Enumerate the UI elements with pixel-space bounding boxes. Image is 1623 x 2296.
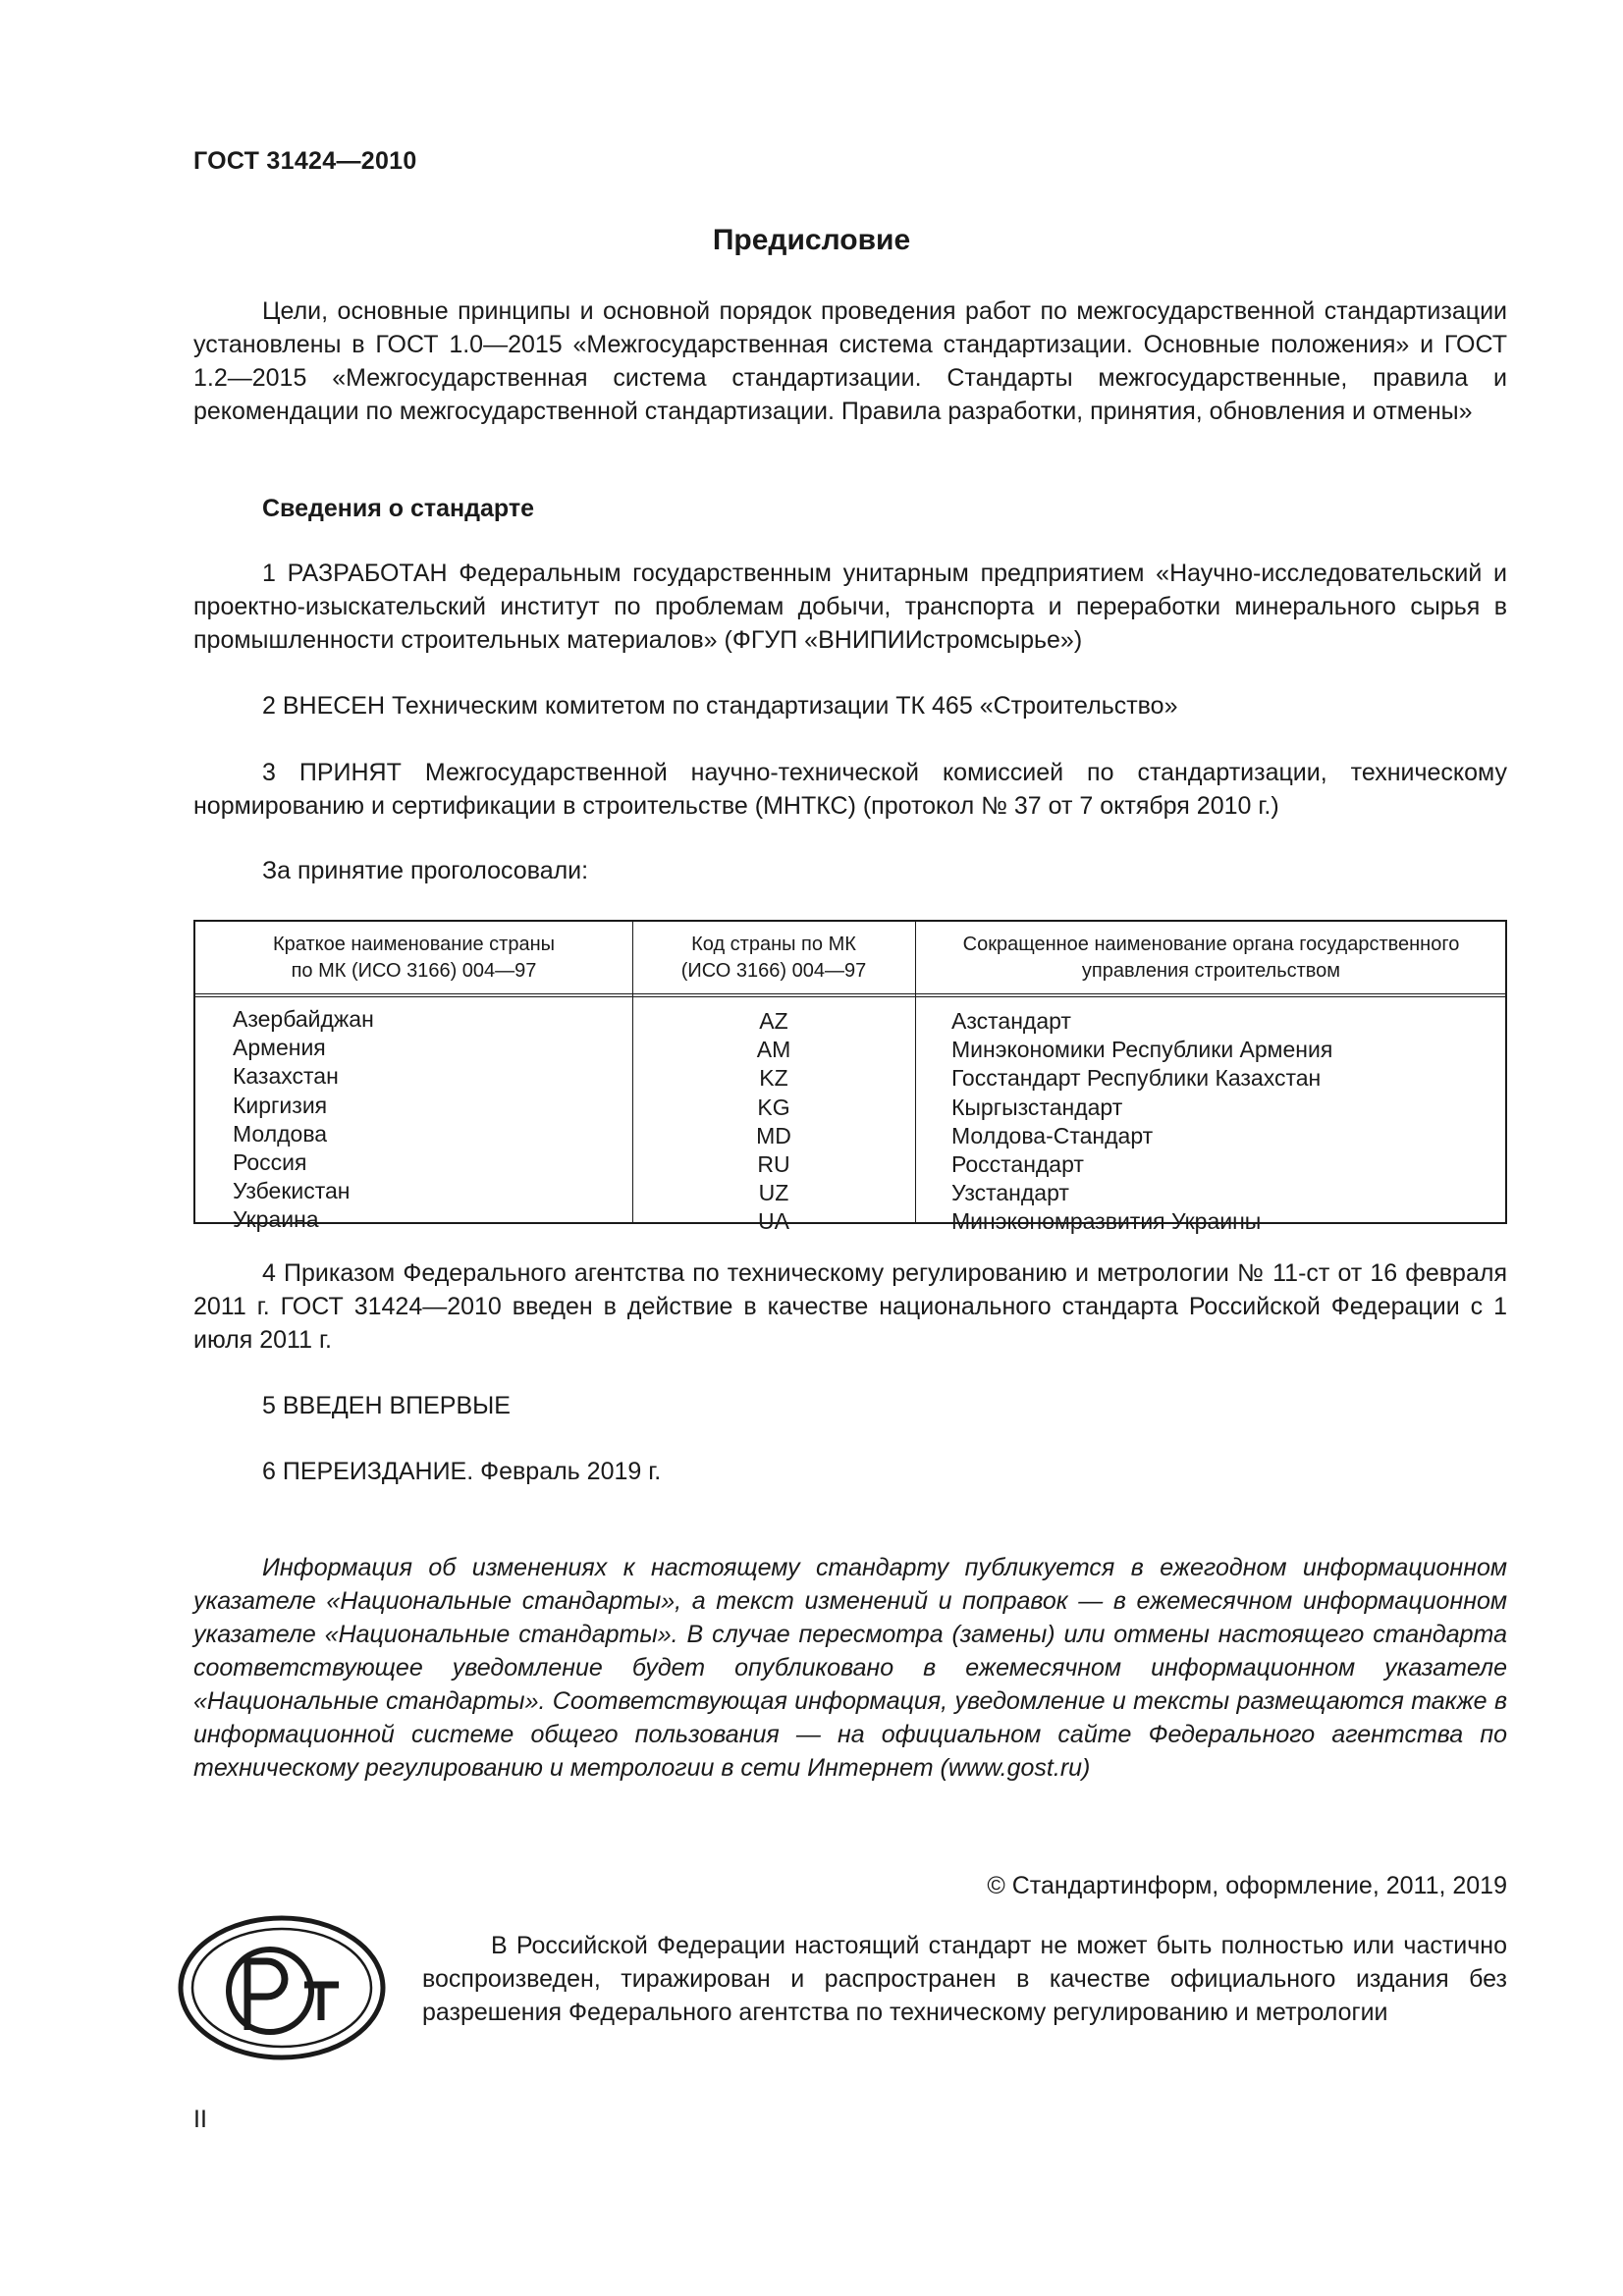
item-3-adopted: 3 ПРИНЯТ Межгосударственной научно-технической комиссией по стандартизации, техническому нормированию и сертификации в строительстве (МНТКС) (протокол № 37 от 7 октября 2010 г.): [193, 759, 1507, 820]
column-header-country: [195, 932, 632, 985]
header-line: Краткое наименование страны: [272, 934, 556, 955]
table-cell-country: Россия: [233, 1148, 307, 1175]
table-cell-country: Украина: [233, 1206, 319, 1233]
table-cell-country: Казахстан: [233, 1063, 339, 1090]
vote-label: За принятие проголосовали:: [262, 857, 589, 884]
table-cell-code: UA: [758, 1208, 789, 1235]
table-cell-authority: Минэкономразвития Украины: [951, 1208, 1262, 1235]
item-5-first-introduced: 5 ВВЕДЕН ВПЕРВЫЕ: [262, 1392, 511, 1419]
country-column: [233, 1005, 625, 1235]
table-cell-code: MD: [756, 1122, 791, 1148]
copyright-line: © Стандартинформ, оформление, 2011, 2019: [987, 1872, 1507, 1899]
intro-paragraph: Цели, основные принципы и основной порядок проведения работ по межгосударственной стандартизации установлены в ГОСТ 1.0—2015 «Межгосударственная система стандартизации. Основные положения» и ГОСТ 1.2—2015 «Межгосударственная система стандартизации. Стандарты межгосударственные, правила и рекомендации по межгосударственной стандартизации. Правила разработки, принятия, обновления и отмены»: [193, 297, 1507, 425]
document-code: ГОСТ 31424—2010: [193, 147, 417, 175]
authority-column: [951, 1007, 1501, 1237]
code-column: [632, 1007, 915, 1237]
changes-information: Информация об изменениях к настоящему стандарту публикуется в ежегодном информационном указателе «Национальные стандарты», а текст изменений и поправок — в ежемесячном информационном указателе «Национальные стандарты». В случае пересмотра (замены) или отмены настоящего стандарта соответствующее уведомление будет опубликовано в ежемесячном информационном указателе «Национальные стандарты». Соответствующая информация, уведомление и тексты размещаются также в информационной системе общего пользования — на официальном сайте Федерального агентства по техническому регулированию и метрологии в сети Интернет (www.gost.ru): [193, 1554, 1507, 1782]
header-line: Сокращенное наименование органа государственного: [962, 934, 1460, 955]
table-cell-country: Армения: [233, 1035, 326, 1061]
table-cell-authority: Госстандарт Республики Казахстан: [951, 1065, 1322, 1092]
table-cell-code: RU: [757, 1150, 790, 1177]
header-line: Код страны по МК: [691, 934, 856, 955]
table-cell-authority: Кыргызстандарт: [951, 1094, 1123, 1120]
table-cell-authority: Узстандарт: [951, 1180, 1069, 1206]
table-cell-country: Азербайджан: [233, 1006, 374, 1032]
item-6-reissue: 6 ПЕРЕИЗДАНИЕ. Февраль 2019 г.: [262, 1458, 662, 1485]
item-4-order: 4 Приказом Федерального агентства по техническому регулированию и метрологии № 11-ст от 16 февраля 2011 г. ГОСТ 31424—2010 введен в действие в качестве национального стандарта Российской Федерации с 1 июля 2011 г.: [193, 1259, 1507, 1354]
table-cell-code: KG: [757, 1094, 790, 1120]
page-title: Предисловие: [712, 224, 911, 256]
header-divider: [195, 993, 1505, 997]
table-cell-country: Узбекистан: [233, 1178, 351, 1204]
column-header-authority: [915, 932, 1507, 985]
table-cell-country: Молдова: [233, 1120, 328, 1147]
rst-logo-icon: [177, 1914, 388, 2061]
item-1-developed: 1 РАЗРАБОТАН Федеральным государственным унитарным предприятием «Научно-исследовательский и проектно-изыскательский институт по проблемам добычи, транспорта и переработки минерального сырья в промышленности строительных материалов» (ФГУП «ВНИПИИстромсырье»): [193, 560, 1507, 654]
table-cell-authority: Минэкономики Республики Армения: [951, 1037, 1333, 1063]
section-heading: Сведения о стандарте: [262, 495, 535, 522]
header-line: по МК (ИСО 3166) 004—97: [291, 960, 537, 982]
header-line: (ИСО 3166) 004—97: [680, 960, 867, 982]
item-2-introduced: 2 ВНЕСЕН Техническим комитетом по стандартизации ТК 465 «Строительство»: [262, 692, 1178, 720]
header-line: управления строительством: [1081, 960, 1341, 982]
page-number: II: [193, 2106, 207, 2133]
voting-table: [193, 920, 1507, 1235]
table-cell-code: AZ: [759, 1008, 788, 1034]
column-header-code: [632, 932, 915, 985]
table-cell-country: Киргизия: [233, 1092, 328, 1118]
table-cell-authority: Молдова-Стандарт: [951, 1122, 1154, 1148]
table-cell-code: KZ: [759, 1065, 788, 1092]
table-cell-authority: Азстандарт: [951, 1008, 1071, 1034]
table-cell-code: UZ: [758, 1180, 789, 1206]
table-cell-code: AM: [756, 1037, 791, 1063]
reproduction-notice: В Российской Федерации настоящий стандарт не может быть полностью или частично воспроизведен, тиражирован и распространен в качестве официального издания без разрешения Федерального агентства по техническому регулированию и метрологии: [422, 1932, 1507, 2026]
table-cell-authority: Росстандарт: [951, 1150, 1084, 1177]
